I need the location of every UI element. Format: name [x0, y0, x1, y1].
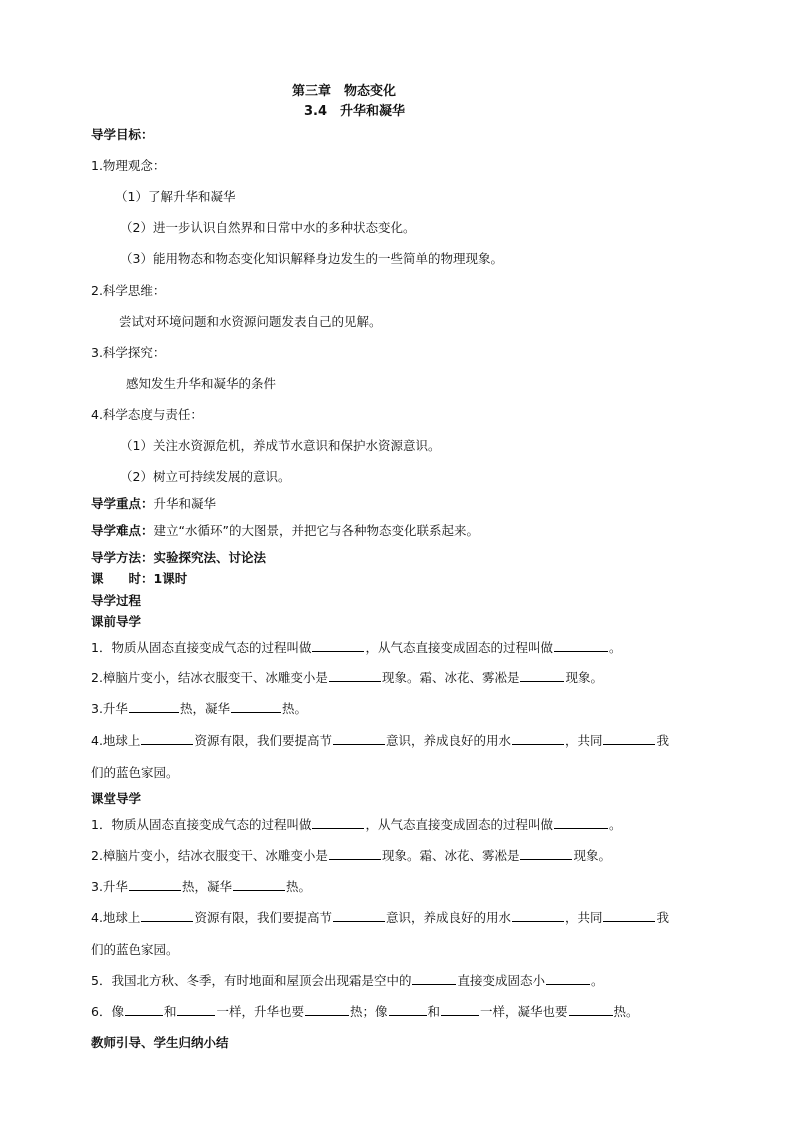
summary-heading: 教师引导、学生归纳小结: [91, 1035, 229, 1050]
answer-blank[interactable]: [512, 909, 564, 922]
question-text: 我: [656, 733, 669, 748]
objective-item: （2）树立可持续发展的意识。: [120, 469, 291, 484]
question-text: 4.地球上: [91, 910, 141, 925]
question-text: 热，凝华: [181, 879, 232, 894]
answer-blank[interactable]: [125, 1003, 163, 1016]
question-text: 热，凝华: [179, 701, 230, 716]
answer-blank[interactable]: [233, 878, 285, 891]
question-text: 现象。霜、冰花、雾凇是: [381, 670, 520, 685]
answer-blank[interactable]: [305, 1003, 349, 1016]
question-text: ，共同: [564, 733, 603, 748]
objectives-heading: 导学目标：: [91, 127, 154, 142]
question-text: 直接变成固态小: [457, 973, 545, 988]
question-text: 。: [590, 973, 604, 988]
question-text: 现象。: [573, 848, 611, 863]
in-class-question-2: [91, 846, 611, 864]
question-text: 5．我国北方秋、冬季，有时地面和屋顶会出现霜是空中的: [91, 973, 412, 988]
in-class-question-4-cont: 们的蓝色家园。: [91, 942, 179, 957]
answer-blank[interactable]: [141, 732, 193, 745]
question-text: 热；像: [349, 1004, 388, 1019]
key-point-label: 导学重点：: [91, 496, 154, 511]
objective-item: （3）能用物态和物态变化知识解释身边发生的一些简单的物理现象。: [120, 251, 503, 266]
answer-blank[interactable]: [129, 878, 181, 891]
objective-item: 2.科学思维：: [91, 283, 166, 298]
answer-blank[interactable]: [546, 972, 590, 985]
question-text: 资源有限，我们要提高节: [194, 733, 332, 748]
answer-blank[interactable]: [129, 700, 179, 713]
difficulty: [91, 521, 479, 539]
objective-item: 4.科学态度与责任：: [91, 407, 203, 422]
answer-blank[interactable]: [512, 732, 564, 745]
difficulty-label: 导学难点：: [91, 523, 154, 538]
objective-item: 尝试对环境问题和水资源问题发表自己的见解。: [119, 314, 382, 329]
in-class-heading: 课堂导学: [91, 791, 142, 806]
answer-blank[interactable]: [312, 816, 364, 829]
objective-item: 3.科学探究：: [91, 345, 166, 360]
process-heading: 导学过程: [91, 593, 142, 608]
answer-blank[interactable]: [333, 732, 385, 745]
question-text: ，从气态直接变成固态的过程叫做: [365, 640, 553, 655]
question-text: 4.地球上: [91, 733, 141, 748]
question-text: 1．物质从固态直接变成气态的过程叫做: [91, 640, 312, 655]
pre-class-question-2: [91, 668, 603, 686]
answer-blank[interactable]: [520, 847, 572, 860]
answer-blank[interactable]: [329, 669, 381, 682]
answer-blank[interactable]: [603, 909, 655, 922]
answer-blank[interactable]: [141, 909, 193, 922]
question-text: 2.樟脑片变小，结冰衣服变干、冰雕变小是: [91, 848, 328, 863]
key-point: [91, 494, 216, 512]
answer-blank[interactable]: [329, 847, 381, 860]
pre-class-question-4: [91, 731, 669, 749]
objective-item: （1）关注水资源危机，养成节水意识和保护水资源意识。: [120, 438, 441, 453]
pre-class-question-1: [91, 638, 622, 656]
question-text: ，从气态直接变成固态的过程叫做: [365, 817, 553, 832]
question-text: 和: [427, 1004, 441, 1019]
question-text: 1．物质从固态直接变成气态的过程叫做: [91, 817, 312, 832]
question-text: 。: [608, 640, 622, 655]
question-text: 现象。: [565, 670, 603, 685]
answer-blank[interactable]: [554, 639, 608, 652]
answer-blank[interactable]: [441, 1003, 479, 1016]
question-text: 一样，升华也要: [216, 1004, 304, 1019]
class-period: 课 时：1课时: [91, 571, 188, 586]
answer-blank[interactable]: [412, 972, 456, 985]
answer-blank[interactable]: [333, 909, 385, 922]
question-text: 意识，养成良好的用水: [385, 910, 511, 925]
question-text: 现象。霜、冰花、雾凇是: [381, 848, 520, 863]
answer-blank[interactable]: [231, 700, 281, 713]
answer-blank[interactable]: [603, 732, 655, 745]
pre-class-question-4-cont: 们的蓝色家园。: [91, 765, 179, 780]
question-text: 和: [163, 1004, 177, 1019]
objective-item: 1.物理观念：: [91, 158, 166, 173]
in-class-question-5: [91, 971, 604, 989]
question-text: 热。: [285, 879, 311, 894]
question-text: 我: [656, 910, 669, 925]
key-point-text: 升华和凝华: [153, 496, 217, 511]
pre-class-heading: 课前导学: [91, 614, 142, 629]
method: 导学方法：实验探究法、讨论法: [91, 550, 267, 565]
question-text: 3.升华: [91, 701, 128, 716]
section-title: 3.4 升华和凝华: [304, 104, 406, 119]
question-text: 3.升华: [91, 879, 128, 894]
in-class-question-6: [91, 1002, 639, 1020]
answer-blank[interactable]: [177, 1003, 215, 1016]
answer-blank[interactable]: [312, 639, 364, 652]
objective-item: 感知发生升华和凝华的条件: [126, 376, 277, 391]
answer-blank[interactable]: [389, 1003, 427, 1016]
answer-blank[interactable]: [520, 669, 564, 682]
in-class-question-3: [91, 877, 311, 895]
question-text: 意识，养成良好的用水: [385, 733, 511, 748]
question-text: 6．像: [91, 1004, 124, 1019]
question-text: 2.樟脑片变小，结冰衣服变干、冰雕变小是: [91, 670, 328, 685]
pre-class-question-3: [91, 699, 307, 717]
question-text: 一样，凝华也要: [480, 1004, 568, 1019]
question-text: 热。: [281, 701, 307, 716]
in-class-question-4: [91, 908, 669, 926]
question-text: ，共同: [564, 910, 603, 925]
question-text: 资源有限，我们要提高节: [194, 910, 332, 925]
answer-blank[interactable]: [554, 816, 608, 829]
question-text: 热。: [613, 1004, 639, 1019]
chapter-title: 第三章 物态变化: [292, 84, 397, 99]
in-class-question-1: [91, 815, 622, 833]
answer-blank[interactable]: [569, 1003, 613, 1016]
difficulty-text: 建立“水循环”的大图景，并把它与各种物态变化联系起来。: [153, 523, 479, 538]
objective-item: （1）了解升华和凝华: [115, 189, 236, 204]
objective-item: （2）进一步认识自然界和日常中水的多种状态变化。: [120, 220, 416, 235]
question-text: 。: [608, 817, 622, 832]
